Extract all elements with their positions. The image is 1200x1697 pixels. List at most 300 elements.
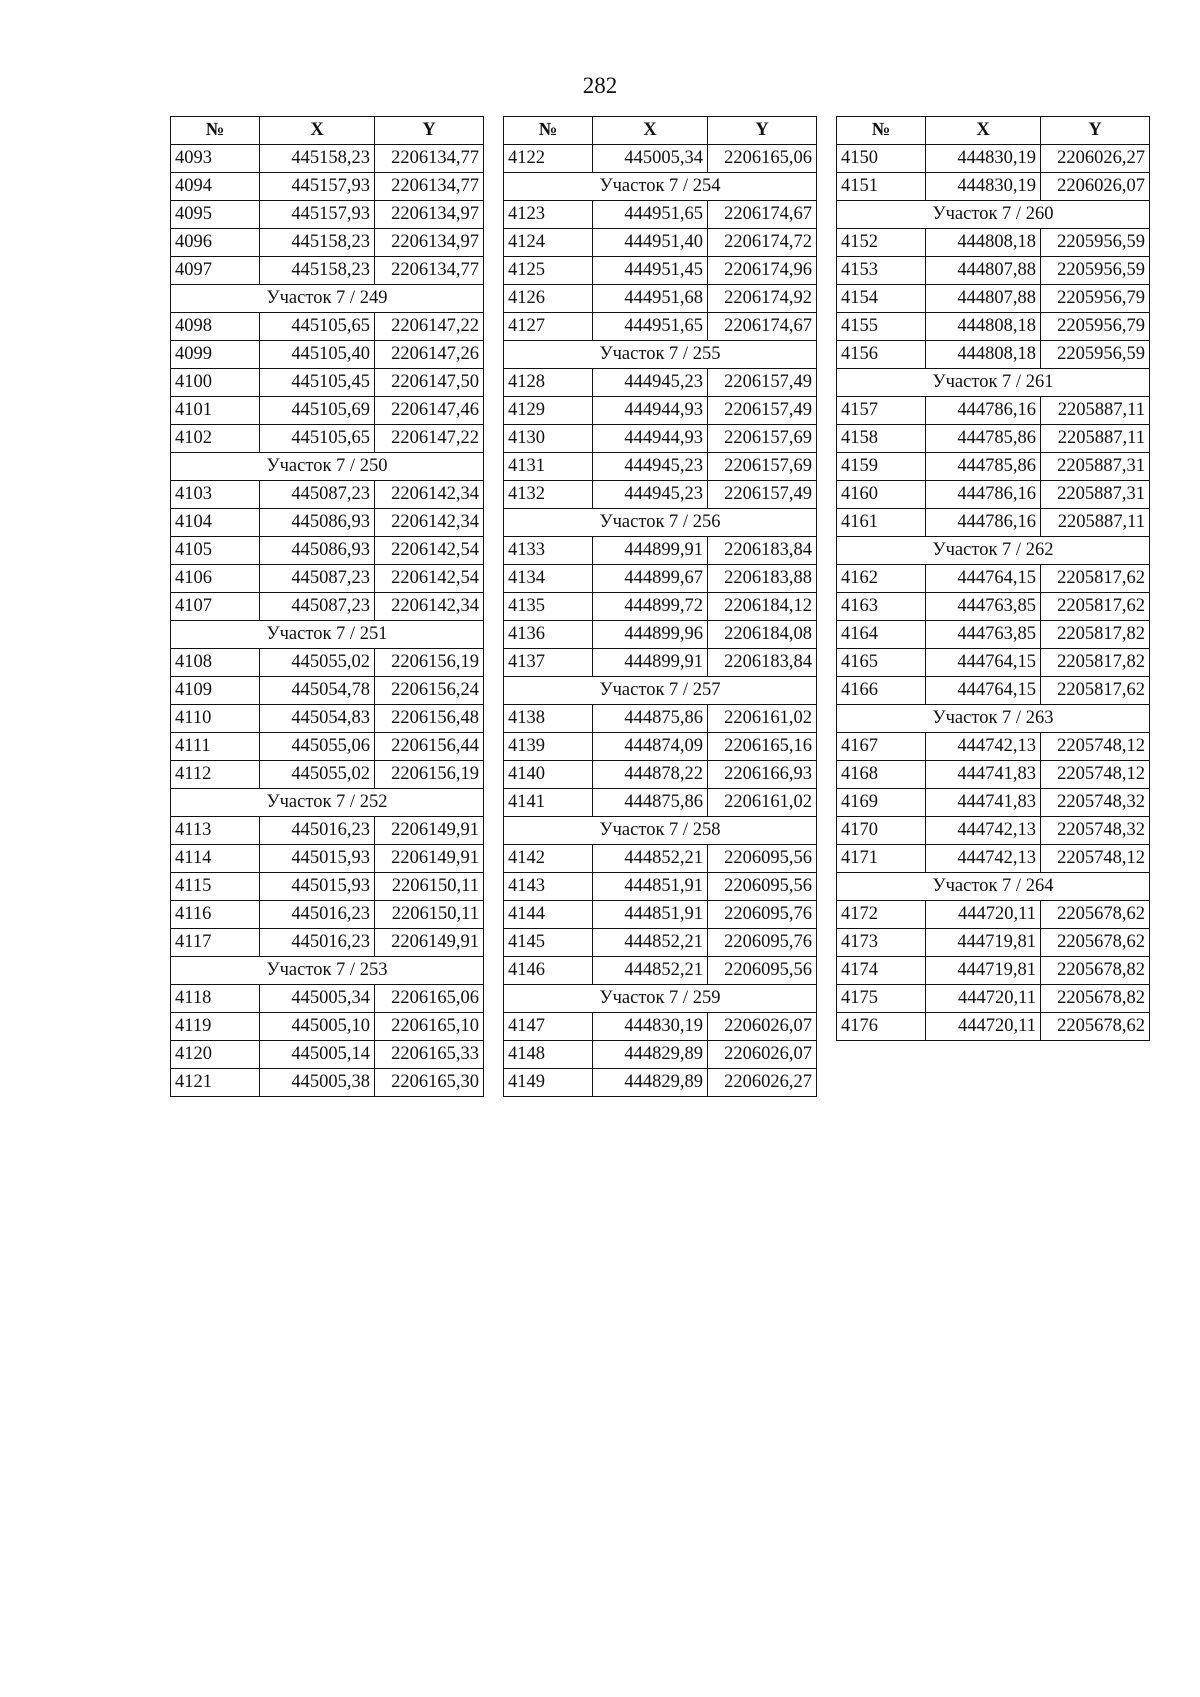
point-number: 4107 [171,593,260,621]
x-coordinate: 444742,13 [926,733,1041,761]
point-number: 4171 [837,845,926,873]
point-number: 4112 [171,761,260,789]
x-coordinate: 445054,78 [260,677,375,705]
x-coordinate: 444945,23 [593,481,708,509]
point-number: 4108 [171,649,260,677]
point-number: 4115 [171,873,260,901]
point-number: 4099 [171,341,260,369]
table-row [504,705,817,733]
x-coordinate: 444899,72 [593,593,708,621]
point-number: 4114 [171,845,260,873]
x-coordinate: 444899,67 [593,565,708,593]
table-row [504,1013,817,1041]
x-coordinate: 444742,13 [926,817,1041,845]
section-row [504,985,817,1013]
x-coordinate: 444951,68 [593,285,708,313]
table-row [504,201,817,229]
x-coordinate: 445105,65 [260,425,375,453]
y-coordinate: 2206142,34 [375,481,484,509]
table-row [837,1013,1150,1041]
table-row [837,453,1150,481]
point-number: 4142 [504,845,593,873]
table-row [171,565,484,593]
point-number: 4136 [504,621,593,649]
table-row [837,621,1150,649]
table-row [837,789,1150,817]
point-number: 4169 [837,789,926,817]
table-row [837,481,1150,509]
x-coordinate: 445016,23 [260,929,375,957]
point-number: 4140 [504,761,593,789]
point-number: 4130 [504,425,593,453]
table-row [837,677,1150,705]
x-coordinate: 445105,40 [260,341,375,369]
y-coordinate: 2205817,82 [1041,649,1150,677]
x-coordinate: 444720,11 [926,901,1041,929]
y-coordinate: 2206026,27 [1041,145,1150,173]
table-row [171,1069,484,1097]
point-number: 4157 [837,397,926,425]
section-row [171,621,484,649]
y-coordinate: 2205748,32 [1041,789,1150,817]
y-coordinate: 2205956,59 [1041,257,1150,285]
y-coordinate: 2206156,19 [375,649,484,677]
y-coordinate: 2206183,84 [708,537,817,565]
table-row [837,817,1150,845]
point-number: 4158 [837,425,926,453]
coordinates-table-1 [170,116,484,1097]
table-row [171,201,484,229]
coordinates-table-3 [836,116,1150,1041]
point-number: 4162 [837,565,926,593]
table-row [171,845,484,873]
x-coordinate: 445005,14 [260,1041,375,1069]
y-coordinate: 2205678,82 [1041,985,1150,1013]
point-number: 4120 [171,1041,260,1069]
point-number: 4159 [837,453,926,481]
point-number: 4160 [837,481,926,509]
point-number: 4172 [837,901,926,929]
table-row [171,425,484,453]
table-row [837,901,1150,929]
x-coordinate: 445015,93 [260,873,375,901]
section-row [171,789,484,817]
header-x: X [593,117,708,145]
section-title: Участок 7 / 263 [837,705,1150,733]
section-row [837,201,1150,229]
y-coordinate: 2205956,79 [1041,313,1150,341]
x-coordinate: 444944,93 [593,425,708,453]
point-number: 4125 [504,257,593,285]
point-number: 4129 [504,397,593,425]
y-coordinate: 2206183,88 [708,565,817,593]
point-number: 4110 [171,705,260,733]
y-coordinate: 2205748,12 [1041,761,1150,789]
table-row [171,257,484,285]
y-coordinate: 2206165,10 [375,1013,484,1041]
section-row [504,341,817,369]
y-coordinate: 2206166,93 [708,761,817,789]
table-row [837,397,1150,425]
y-coordinate: 2206149,91 [375,845,484,873]
point-number: 4101 [171,397,260,425]
y-coordinate: 2206095,56 [708,845,817,873]
point-number: 4166 [837,677,926,705]
x-coordinate: 444764,15 [926,649,1041,677]
section-title: Участок 7 / 250 [171,453,484,481]
y-coordinate: 2206149,91 [375,817,484,845]
point-number: 4100 [171,369,260,397]
table-header-row [504,117,817,145]
y-coordinate: 2206165,06 [708,145,817,173]
y-coordinate: 2205817,62 [1041,593,1150,621]
table-row [504,649,817,677]
point-number: 4121 [171,1069,260,1097]
point-number: 4168 [837,761,926,789]
point-number: 4096 [171,229,260,257]
y-coordinate: 2206157,49 [708,397,817,425]
y-coordinate: 2206147,22 [375,313,484,341]
table-row [837,929,1150,957]
section-title: Участок 7 / 264 [837,873,1150,901]
table-row [171,145,484,173]
x-coordinate: 445055,06 [260,733,375,761]
y-coordinate: 2205956,59 [1041,341,1150,369]
point-number: 4161 [837,509,926,537]
point-number: 4098 [171,313,260,341]
x-coordinate: 444808,18 [926,229,1041,257]
y-coordinate: 2206174,92 [708,285,817,313]
table-row [837,985,1150,1013]
x-coordinate: 444830,19 [926,145,1041,173]
y-coordinate: 2205678,62 [1041,1013,1150,1041]
point-number: 4095 [171,201,260,229]
point-number: 4109 [171,677,260,705]
section-title: Участок 7 / 249 [171,285,484,313]
x-coordinate: 444852,21 [593,845,708,873]
table-row [171,649,484,677]
point-number: 4145 [504,929,593,957]
y-coordinate: 2206095,76 [708,901,817,929]
point-number: 4147 [504,1013,593,1041]
x-coordinate: 444951,45 [593,257,708,285]
y-coordinate: 2206026,07 [708,1041,817,1069]
table-row [171,901,484,929]
point-number: 4123 [504,201,593,229]
header-number: № [171,117,260,145]
table-row [504,537,817,565]
x-coordinate: 444741,83 [926,789,1041,817]
y-coordinate: 2206165,06 [375,985,484,1013]
section-row [837,537,1150,565]
y-coordinate: 2206184,08 [708,621,817,649]
y-coordinate: 2206026,27 [708,1069,817,1097]
x-coordinate: 444944,93 [593,397,708,425]
x-coordinate: 445005,10 [260,1013,375,1041]
y-coordinate: 2206095,56 [708,957,817,985]
x-coordinate: 445054,83 [260,705,375,733]
table-row [837,341,1150,369]
x-coordinate: 445055,02 [260,761,375,789]
x-coordinate: 445157,93 [260,173,375,201]
point-number: 4103 [171,481,260,509]
section-title: Участок 7 / 258 [504,817,817,845]
x-coordinate: 444875,86 [593,705,708,733]
section-title: Участок 7 / 260 [837,201,1150,229]
point-number: 4118 [171,985,260,1013]
section-title: Участок 7 / 253 [171,957,484,985]
point-number: 4138 [504,705,593,733]
y-coordinate: 2206142,34 [375,593,484,621]
point-number: 4105 [171,537,260,565]
table-row [504,761,817,789]
x-coordinate: 445005,34 [593,145,708,173]
y-coordinate: 2206174,96 [708,257,817,285]
point-number: 4128 [504,369,593,397]
point-number: 4126 [504,285,593,313]
table-row [171,173,484,201]
section-row [837,873,1150,901]
table-row [171,1041,484,1069]
x-coordinate: 444786,16 [926,397,1041,425]
x-coordinate: 444720,11 [926,1013,1041,1041]
y-coordinate: 2205887,11 [1041,397,1150,425]
y-coordinate: 2205817,62 [1041,565,1150,593]
x-coordinate: 445105,45 [260,369,375,397]
x-coordinate: 444899,96 [593,621,708,649]
y-coordinate: 2206147,26 [375,341,484,369]
x-coordinate: 445015,93 [260,845,375,873]
table-row [504,229,817,257]
x-coordinate: 445016,23 [260,817,375,845]
section-row [504,817,817,845]
section-title: Участок 7 / 262 [837,537,1150,565]
page-number: 282 [582,73,618,98]
table-header-row [837,117,1150,145]
x-coordinate: 444829,89 [593,1041,708,1069]
x-coordinate: 445158,23 [260,257,375,285]
x-coordinate: 444786,16 [926,481,1041,509]
y-coordinate: 2206147,22 [375,425,484,453]
table-row [171,369,484,397]
table-row [837,257,1150,285]
point-number: 4117 [171,929,260,957]
point-number: 4132 [504,481,593,509]
section-title: Участок 7 / 252 [171,789,484,817]
point-number: 4173 [837,929,926,957]
point-number: 4174 [837,957,926,985]
y-coordinate: 2206157,49 [708,369,817,397]
x-coordinate: 444852,21 [593,957,708,985]
section-row [837,369,1150,397]
table-row [837,593,1150,621]
table-row [171,481,484,509]
y-coordinate: 2206174,67 [708,313,817,341]
y-coordinate: 2206134,77 [375,173,484,201]
table-row [171,537,484,565]
y-coordinate: 2206150,11 [375,873,484,901]
header-number: № [837,117,926,145]
table-row [171,397,484,425]
point-number: 4155 [837,313,926,341]
coordinates-table-2 [503,116,817,1097]
table-row [837,565,1150,593]
table-row [504,313,817,341]
y-coordinate: 2206095,56 [708,873,817,901]
table-row [504,845,817,873]
header-y: Y [1041,117,1150,145]
section-title: Участок 7 / 256 [504,509,817,537]
x-coordinate: 445005,38 [260,1069,375,1097]
table-row [837,649,1150,677]
table-row [504,285,817,313]
x-coordinate: 444808,18 [926,313,1041,341]
section-title: Участок 7 / 254 [504,173,817,201]
y-coordinate: 2205887,31 [1041,453,1150,481]
y-coordinate: 2206134,77 [375,257,484,285]
table-row [504,565,817,593]
y-coordinate: 2206134,97 [375,229,484,257]
section-title: Участок 7 / 257 [504,677,817,705]
y-coordinate: 2206142,54 [375,537,484,565]
x-coordinate: 444851,91 [593,873,708,901]
x-coordinate: 445087,23 [260,593,375,621]
point-number: 4143 [504,873,593,901]
point-number: 4170 [837,817,926,845]
point-number: 4124 [504,229,593,257]
table-row [171,705,484,733]
point-number: 4167 [837,733,926,761]
y-coordinate: 2205678,62 [1041,929,1150,957]
y-coordinate: 2206157,49 [708,481,817,509]
table-row [837,285,1150,313]
x-coordinate: 444720,11 [926,985,1041,1013]
y-coordinate: 2206150,11 [375,901,484,929]
point-number: 4135 [504,593,593,621]
y-coordinate: 2205817,82 [1041,621,1150,649]
table-row [171,509,484,537]
table-row [837,173,1150,201]
point-number: 4131 [504,453,593,481]
x-coordinate: 444874,09 [593,733,708,761]
y-coordinate: 2205887,11 [1041,509,1150,537]
y-coordinate: 2205887,31 [1041,481,1150,509]
x-coordinate: 444763,85 [926,621,1041,649]
section-title: Участок 7 / 251 [171,621,484,649]
x-coordinate: 444945,23 [593,369,708,397]
point-number: 4102 [171,425,260,453]
section-row [504,509,817,537]
y-coordinate: 2206156,19 [375,761,484,789]
x-coordinate: 445005,34 [260,985,375,1013]
x-coordinate: 444899,91 [593,649,708,677]
table-row [171,229,484,257]
header-y: Y [375,117,484,145]
point-number: 4144 [504,901,593,929]
section-row [171,957,484,985]
section-title: Участок 7 / 255 [504,341,817,369]
x-coordinate: 444764,15 [926,677,1041,705]
x-coordinate: 444951,65 [593,201,708,229]
table-row [504,873,817,901]
x-coordinate: 444742,13 [926,845,1041,873]
header-y: Y [708,117,817,145]
table-row [504,145,817,173]
y-coordinate: 2206161,02 [708,705,817,733]
point-number: 4176 [837,1013,926,1041]
point-number: 4127 [504,313,593,341]
y-coordinate: 2205956,79 [1041,285,1150,313]
table-row [504,1069,817,1097]
x-coordinate: 445087,23 [260,565,375,593]
table-row [504,593,817,621]
point-number: 4152 [837,229,926,257]
section-row [171,285,484,313]
table-row [171,341,484,369]
point-number: 4165 [837,649,926,677]
y-coordinate: 2206156,24 [375,677,484,705]
point-number: 4154 [837,285,926,313]
point-number: 4164 [837,621,926,649]
y-coordinate: 2206157,69 [708,453,817,481]
table-row [171,985,484,1013]
point-number: 4141 [504,789,593,817]
point-number: 4119 [171,1013,260,1041]
x-coordinate: 445087,23 [260,481,375,509]
x-coordinate: 445158,23 [260,145,375,173]
point-number: 4137 [504,649,593,677]
y-coordinate: 2205956,59 [1041,229,1150,257]
x-coordinate: 444807,88 [926,285,1041,313]
x-coordinate: 444829,89 [593,1069,708,1097]
table-row [171,817,484,845]
x-coordinate: 444764,15 [926,565,1041,593]
table-row [837,733,1150,761]
point-number: 4146 [504,957,593,985]
y-coordinate: 2206156,48 [375,705,484,733]
table-row [504,481,817,509]
y-coordinate: 2205817,62 [1041,677,1150,705]
table-row [837,761,1150,789]
table-row [837,313,1150,341]
y-coordinate: 2206142,34 [375,509,484,537]
y-coordinate: 2206161,02 [708,789,817,817]
table-row [171,1013,484,1041]
table-row [504,621,817,649]
x-coordinate: 445105,65 [260,313,375,341]
y-coordinate: 2206147,50 [375,369,484,397]
y-coordinate: 2206165,16 [708,733,817,761]
section-title: Участок 7 / 261 [837,369,1150,397]
table-row [504,257,817,285]
table-row [504,1041,817,1069]
point-number: 4148 [504,1041,593,1069]
section-row [837,705,1150,733]
x-coordinate: 445105,69 [260,397,375,425]
x-coordinate: 445086,93 [260,537,375,565]
point-number: 4153 [837,257,926,285]
point-number: 4106 [171,565,260,593]
table-row [171,593,484,621]
point-number: 4116 [171,901,260,929]
y-coordinate: 2206184,12 [708,593,817,621]
y-coordinate: 2206142,54 [375,565,484,593]
x-coordinate: 444830,19 [593,1013,708,1041]
table-header-row [171,117,484,145]
y-coordinate: 2206095,76 [708,929,817,957]
table-row [837,845,1150,873]
table-row [504,733,817,761]
